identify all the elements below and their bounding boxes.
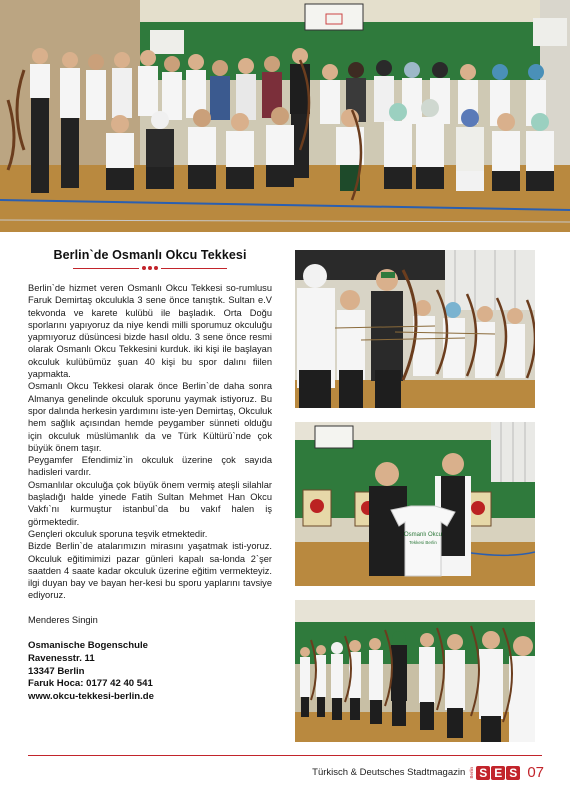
address-street: Ravenesstr. 11 xyxy=(28,652,95,664)
address-website[interactable]: www.okcu-tekkesi-berlin.de xyxy=(28,691,154,703)
shirt-print-line-1: Osmanlı Okcu xyxy=(403,532,443,538)
magazine-name: Türkisch & Deutsches Stadtmagazin xyxy=(312,767,466,778)
footer-divider xyxy=(28,755,542,756)
group-photo xyxy=(0,0,570,232)
photo-archers-drawing xyxy=(295,250,535,408)
article-title: Berlin`de Osmanlı Okcu Tekkesi xyxy=(53,248,247,262)
logo-letter: E xyxy=(491,766,505,780)
title-ornament xyxy=(28,266,272,270)
paragraph: Osmanlı Okcu Tekkesi olarak önce Berlin`de daha sonra Almanya genelinde okculuk sporunu yaymak istiyoruz. Bu spor dalında herkesin yardımını iste-yen Demirtaş, Okculuk hem sağlık açısından hemde peygamber sünneti olduğu için okculuk müslümanlık da ve Türk Kültürü`nde çok büyük önem taşır. xyxy=(28,381,272,453)
paragraph: Osmanlılar okculuğa çok büyük önem vermiş ateşli silahlar başladığı halde yinede Fatih Sultan Mehmet Han Okcu Vakfı`nı kurmuştur istanbul`da bu vakıf halen iş görmektedir. xyxy=(28,479,272,527)
address-phone: Faruk Hoca: 0177 42 40 541 xyxy=(28,678,153,690)
paragraph: Berlin`de hizmet veren Osmanlı Okcu Tekkesi so-rumlusu Faruk Demirtaş okculukla 3 sene önce tanıştık. Sultan e.V tekvonda ve karete kulübü ile başladık. Orta Doğu sporlarını yapıyoruz da niye kendi milli sporumuz okculuğu yapmıyoruz düsüncesi bizde hasıl oldu. 3 sene önce resmi olarak Osmanlı Okcu Tekkesini kurduk. iki kişi ile başlayan okculuk kulübümüz şuan 40 kişi bu spor dalını fiilen yapmakta. xyxy=(28,283,272,380)
address-city: 13347 Berlin xyxy=(28,665,85,677)
photo-shirt-presentation xyxy=(295,422,535,586)
logo-city: Berlin xyxy=(469,766,475,779)
author-signature: Menderes Singin xyxy=(28,614,98,625)
contact-address xyxy=(28,640,272,704)
page-footer xyxy=(312,764,544,781)
paragraph: Gençleri okculuk sporuna teşvik etmektedir. xyxy=(28,528,208,539)
article xyxy=(28,248,272,704)
paragraph: Peygamfer Efendimiz`in okculuk üzerine çok sayıda hadisleri vardır. xyxy=(28,455,272,478)
photo-archers-line xyxy=(295,600,535,742)
ses-logo xyxy=(469,766,520,780)
logo-letter: S xyxy=(506,766,520,780)
article-body xyxy=(28,282,272,626)
logo-letter: S xyxy=(476,766,490,780)
address-name: Osmanische Bogenschule xyxy=(28,640,148,652)
shirt-print-line-2: Tekkesi Berlin xyxy=(409,540,437,545)
page-number: 07 xyxy=(527,764,544,781)
paragraph: Bizde Berlin`de atalarımızın mirasını yaşatmak isti-yoruz. Okculuk eğitimimizi pazar günleri kapalı sa-londa 2`şer saatden 4 saate kadar okculuk üzerine eğitim vermekteyiz. ilgi duyan bay ve bayan her-kesi bu sporu yaplarını tavsiye ediyoruz. xyxy=(28,541,272,601)
